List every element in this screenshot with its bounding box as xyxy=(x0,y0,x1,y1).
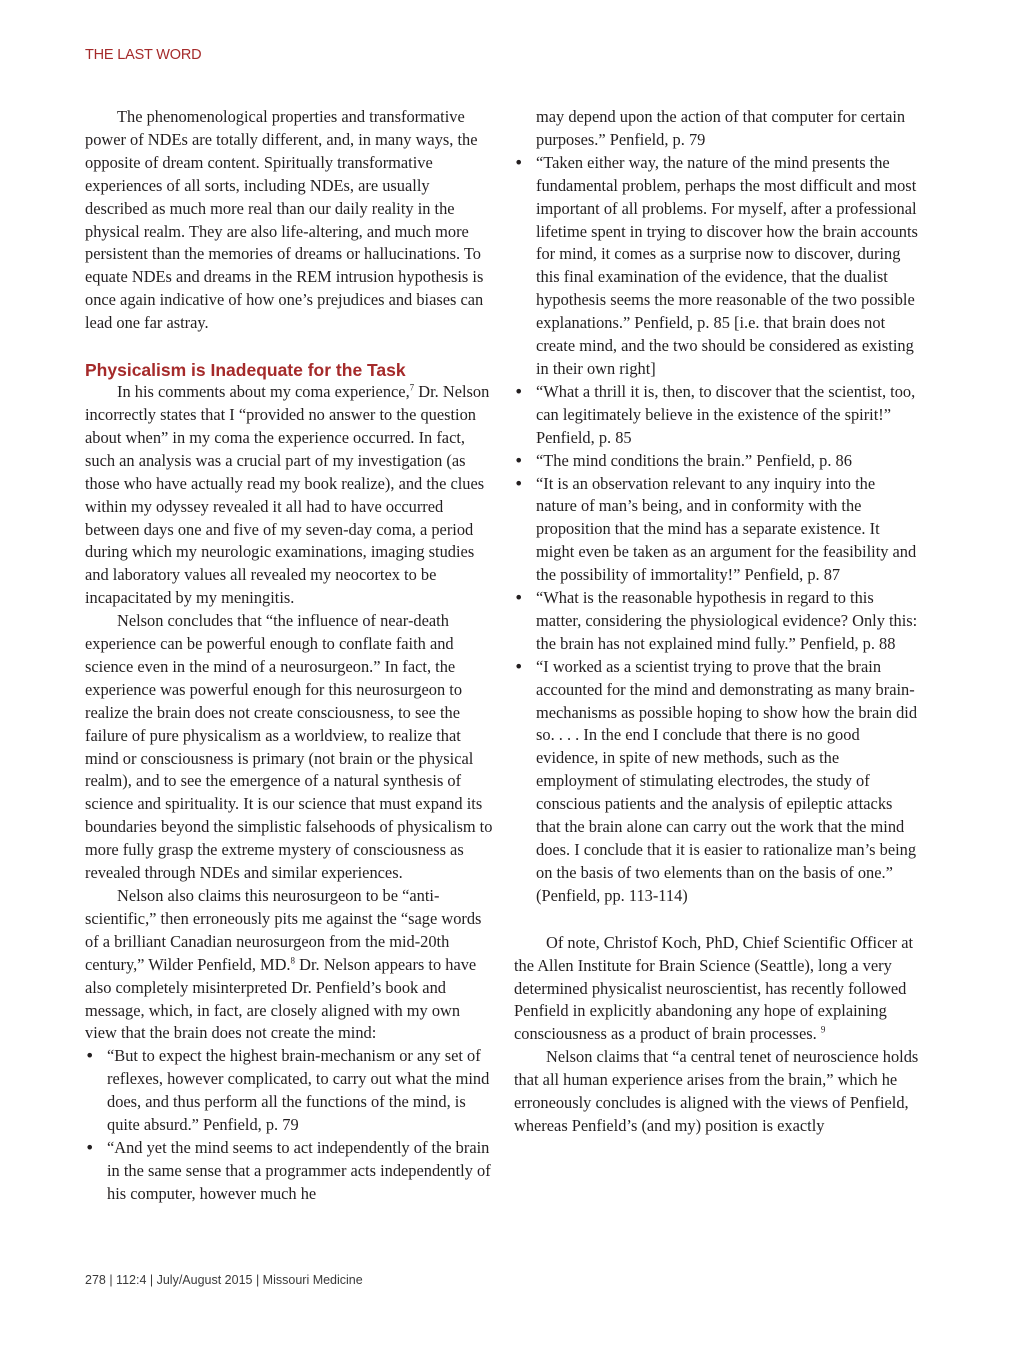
paragraph-coma-experience xyxy=(85,381,495,610)
footnote-ref: 9 xyxy=(820,1024,826,1035)
quote-item: • “It is an observation relevant to any inquiry into the nature of man’s being, and in conformity with the proposition that the mind has a separate existence. It might even be taken as an argument for the feasibility and the possibility of immortality!” Penfield, p. 87 xyxy=(514,473,919,588)
footnote-ref: 8 xyxy=(290,955,296,966)
paragraph-text: Dr. Nelson incorrectly states that I “provided no answer to the question about when” in my coma the experience occurred. In fact, such an analysis was a crucial part of my investigation (as those who have actually read my book realize), and the clues within my odyssey revealed it all had to have occurred between days one and five of my seven-day coma, a period during which my neurologic examinations, imaging studies and laboratory values all revealed my neocortex to be incapacitated by my meningitis. xyxy=(85,382,490,608)
page-footer: 278 | 112:4 | July/August 2015 | Missouri Medicine xyxy=(85,1273,363,1287)
paragraph-text: Dr. Nelson appears to have also completely misinterpreted Dr. Penfield’s book and message, which, in fact, are closely aligned with my own view that the brain does not create the mind: xyxy=(85,954,477,1043)
paragraph-text: Of note, Christof Koch, PhD, Chief Scientific Officer at the Allen Institute for Brain Science (Seattle), long a very determined physicalist neuroscientist, has recently followed Penfield in explicitly abandoning any hope of explaining consciousness as a product of brain processes. xyxy=(514,932,914,1044)
paragraph-text: In his comments about my coma experience, xyxy=(117,382,410,402)
quote-item: • “I worked as a scientist trying to prove that the brain accounted for the mind and demonstrating as many brain-mechanisms as possible hoping to show how the brain did so. . . . In the end I conclude that there is no good evidence, in spite of new methods, such as the employment of stimulating electrodes, the study of conscious patients and the analysis of epileptic attacks that the brain alone can carry out the work that the mind does. I conclude that it is easier to rationalize man’s being on the basis of two elements than on the basis of one.” (Penfield, pp. 113-114) xyxy=(514,656,919,908)
paragraph-central-tenet: Nelson claims that “a central tenet of neuroscience holds that all human experience arises from the brain,” which he erroneously concludes is aligned with the views of Penfield, whereas Penfield’s (and my) position is exactly xyxy=(514,1047,919,1135)
paragraph-anti-scientific xyxy=(85,885,495,1045)
section-heading: Physicalism is Inadequate for the Task xyxy=(85,360,406,381)
quote-item: • “Taken either way, the nature of the mind presents the fundamental problem, perhaps the most difficult and most important of all problems. For myself, after a professional lifetime spent in trying to discover how the brain accounts for mind, it comes as a surprise now to discover, during this final examination of the evidence, that the dualist hypothesis seems the more reasonable of the two possible explanations.” Penfield, p. 85 [i.e. that brain does not create mind, and the two should be considered as existing in their own right] xyxy=(514,152,919,381)
quote-item: • “What a thrill it is, then, to discover that the scientist, too, can legitimately believe in the existence of the spirit!” Penfield, p. 85 xyxy=(514,381,919,450)
quote-list xyxy=(514,152,919,908)
section-header: THE LAST WORD xyxy=(85,47,202,63)
quote-item: • “And yet the mind seems to act independently of the brain in the same sense that a programmer acts independently of his computer, however much he xyxy=(85,1137,495,1206)
paragraph-koch xyxy=(514,932,919,1047)
paragraph-nelson-concludes: Nelson concludes that “the influence of near-death experience can be powerful enough to conflate faith and science even in the mind of a neurosurgeon.” In fact, the experience was powerful enough for this neurosurgeon to realize the brain does not create consciousness, to see the failure of pure physicalism as a worldview, to realize that mind or consciousness is primary (not brain or the physical realm), and to see the emergence of a natural synthesis of science and spirituality. It is our science that must expand its boundaries beyond the simplistic falsehoods of physicalism to more fully grasp the extreme mystery of consciousness as revealed through NDEs and similar experiences. xyxy=(85,611,493,883)
quote-item: • “But to expect the highest brain-mechanism or any set of reflexes, however complicated, to carry out what the mind does, and thus perform all the functions of the mind, is quite absurd.” Penfield, p. 79 xyxy=(85,1045,495,1137)
paragraph-text: Nelson also claims this neurosurgeon to be “anti-scientific,” then erroneously pits me against the “sage words of a brilliant Canadian neurosurgeon from the mid-20th century,” Wilder Penfield, MD. xyxy=(85,886,482,974)
left-column xyxy=(85,106,495,1206)
quote-continuation: may depend upon the action of that computer for certain purposes.” Penfield, p. 79 xyxy=(536,107,906,149)
quote-item: • “The mind conditions the brain.” Penfield, p. 86 xyxy=(514,450,919,473)
footnote-ref: 7 xyxy=(409,382,415,393)
right-column xyxy=(514,106,919,1138)
quote-item: • “What is the reasonable hypothesis in regard to this matter, considering the physiological evidence? Only this: the brain has not explained mind fully.” Penfield, p. 88 xyxy=(514,587,919,656)
paragraph-phenomenology: The phenomenological properties and transformative power of NDEs are totally different, and, in many ways, the opposite of dream content. Spiritually transformative experiences of all sorts, including NDEs, are usually described as much more real than our daily reality in the physical realm. They are also life-altering, and much more persistent than the memories of dreams or hallucinations. To equate NDEs and dreams in the REM intrusion hypothesis is once again indicative of how one’s prejudices and biases can lead one far astray. xyxy=(85,107,484,333)
quote-list xyxy=(85,1045,495,1205)
